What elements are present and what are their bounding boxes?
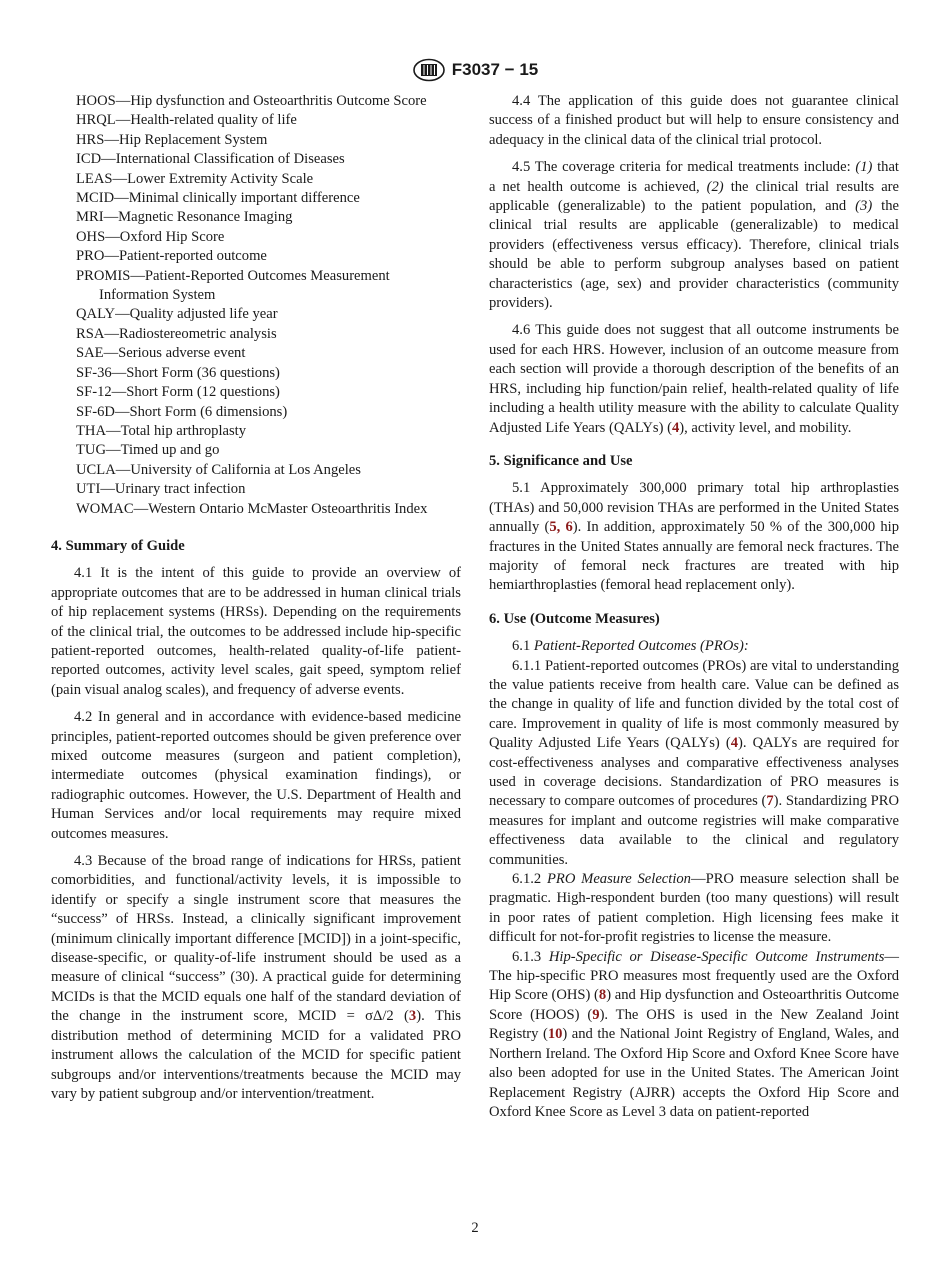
- paragraph-4-3: 4.3 Because of the broad range of indications for HRSs, patient comorbidities, and functional/activity levels, it is impossible to identify or specify a single instrument score that measures the “success” of HRSs. Instead, a clinically significant improvement (minimum clinically important difference [MCID]) in a joint-specific, disease-specific, or quality-of-life instrument should be used as a measure of clinical “success” (30). A practical guide for determining MCIDs is that the MCID equals one half of the standard deviation of the change in the instrument score, MCID = σΔ/2 (3). This distribution method of determining MCID for a validated PRO instrument allows the calculation of the MCID for specific patient subgroups and/or interventions/treatments because the MCID may vary by patient subgroup and/or intervention/treatment.: [51, 853, 461, 1102]
- reference-link[interactable]: 4: [671, 419, 680, 436]
- paragraph-6-1: 6.1 Patient-Reported Outcomes (PROs):: [512, 638, 749, 655]
- reference-link[interactable]: 7: [766, 793, 774, 810]
- abbreviation-item: SAE—Serious adverse event: [76, 345, 246, 362]
- abbreviation-item: UTI—Urinary tract infection: [76, 481, 246, 498]
- reference-link[interactable]: 8: [598, 987, 607, 1004]
- right-column: [489, 92, 899, 1122]
- abbreviation-item: HOOS—Hip dysfunction and Osteoarthritis Outcome Score: [76, 93, 427, 109]
- abbreviation-item: THA—Total hip arthroplasty: [76, 422, 247, 439]
- abbreviation-item: SF-6D—Short Form (6 dimensions): [76, 403, 288, 420]
- paragraph-4-6: 4.6 This guide does not suggest that all outcome instruments be used for each HRS. However, inclusion of an outcome measure from each section will provide a thorough description of the benefits of an HRS, including hip function/pain relief, health-related quality of life including a health utility measure with the ability to calculate Quality Adjusted Life Years (QALYs) (4), activity level, and mobility.: [489, 322, 899, 436]
- abbreviation-item: HRQL—Health-related quality of life: [76, 112, 297, 129]
- abbreviation-item: HRS—Hip Replacement System: [76, 131, 268, 148]
- standard-designation: F3037 − 15: [451, 60, 539, 79]
- paragraph-5-1: 5.1 Approximately 300,000 primary total hip arthroplasties (THAs) and 50,000 revision THAs are performed in the United States annually (5, 6). In addition, approximately 50 % of the 300,000 hip fractures in the United States annually are femoral neck fractures. The majority of femoral neck fractures are treated with hip hemiarthroplasties (femoral head replacement only).: [489, 480, 899, 594]
- abbreviation-item: UCLA—University of California at Los Angeles: [76, 461, 361, 478]
- section-6-heading: 6. Use (Outcome Measures): [489, 610, 660, 627]
- abbreviation-item: SF-12—Short Form (12 questions): [76, 384, 280, 401]
- paragraph-6-1-1: 6.1.1 Patient-reported outcomes (PROs) are vital to understanding the value patients receive from health care. Value can be defined as the change in quality of life and function divided by the total cost of care. Improvement in quality of life is most commonly measured by Quality Adjusted Life Years (QALYs) (4). QALYs are required for cost-effectiveness analyses and comparative effectiveness analyses used in coverage decisions. Standardization of PRO measures is necessary to compare outcomes of procedures (7). Standardizing PRO measures for implant and outcome registries will make comparative effectiveness data available to the clinical and regulatory communities.: [489, 657, 899, 868]
- reference-link[interactable]: 4: [730, 735, 738, 752]
- reference-link[interactable]: 10: [547, 1026, 563, 1043]
- section-4-heading: 4. Summary of Guide: [51, 537, 185, 554]
- paragraph-4-2: 4.2 In general and in accordance with evidence-based medicine principles, patient-reported outcomes should be given preference over mixed outcome measures (surgeon and patient completion), intermediate outcomes (physical examination findings), or radiographic outcomes. However, the U.S. Department of Health and Human Services and/or local requirements may require mixed outcomes measures.: [51, 709, 461, 842]
- paragraph-4-5: 4.5 The coverage criteria for medical treatments include: (1) that a net health outcome is achieved, (2) the clinical trial results are applicable (generalizable) to the patient population, and (3) the clinical trial results are applicable (generalizable) to medical providers (effectiveness versus efficacy). Therefore, clinical trials should be able to perform subgroup analyses based on patient characteristics (age, sex) and provider characteristics (community providers).: [489, 159, 900, 312]
- reference-link[interactable]: 3: [408, 1008, 417, 1025]
- abbreviation-item: TUG—Timed up and go: [76, 442, 220, 459]
- reference-link[interactable]: 5, 6: [549, 519, 573, 536]
- abbreviation-item: OHS—Oxford Hip Score: [76, 228, 225, 245]
- abbreviation-item: MCID—Minimal clinically important difference: [76, 190, 360, 207]
- abbreviation-item: LEAS—Lower Extremity Activity Scale: [76, 170, 314, 187]
- abbreviation-item: QALY—Quality adjusted life year: [76, 306, 278, 323]
- abbreviation-list: [51, 92, 461, 519]
- abbreviation-item: PROMIS—Patient-Reported Outcomes Measurement Information System: [76, 267, 390, 304]
- abbreviation-item: WOMAC—Western Ontario McMaster Osteoarthritis Index: [76, 500, 428, 517]
- abbreviation-item: RSA—Radiostereometric analysis: [76, 325, 277, 342]
- left-column: [51, 92, 461, 1112]
- paragraph-4-4: 4.4 The application of this guide does not guarantee clinical success of a finished product but will help to ensure consistency and adequacy in the clinical data of the clinical trial protocol.: [489, 93, 899, 148]
- paragraph-6-1-2: 6.1.2 PRO Measure Selection—PRO measure selection shall be pragmatic. High-respondent burden (too many questions) will result in poor rates of patient completion. High licensing fees make it difficult for not-for-profit registries to license the measure.: [489, 871, 899, 946]
- paragraph-4-1: 4.1 It is the intent of this guide to provide an overview of appropriate outcomes that are to be addressed in human clinical trials of hip replacement systems (HRSs). Depending on the requirements of the clinical trial, the outcomes to be addressed include hip-specific patient-reported outcomes, health-related quality-of-life patient-reported outcomes, activity level scales, gait speed, symptom relief (pain visual analog scales), and frequency of adverse events.: [51, 565, 461, 698]
- page-number: 2: [471, 1220, 479, 1236]
- abbreviation-item: ICD—International Classification of Diseases: [76, 151, 345, 168]
- abbreviation-item: SF-36—Short Form (36 questions): [76, 364, 280, 381]
- abbreviation-item: PRO—Patient-reported outcome: [76, 248, 267, 265]
- astm-logo-icon: [412, 58, 446, 82]
- abbreviation-item: MRI—Magnetic Resonance Imaging: [76, 209, 293, 226]
- section-5-heading: 5. Significance and Use: [489, 452, 633, 469]
- page-header: [0, 56, 950, 84]
- reference-link[interactable]: 9: [592, 1006, 600, 1023]
- paragraph-6-1-3: 6.1.3 Hip-Specific or Disease-Specific Outcome Instruments—The hip-specific PRO measures most frequently used are the Oxford Hip Score (OHS) (8) and Hip dysfunction and Osteoarthritis Outcome Score (HOOS) (9). The OHS is used in the New Zealand Joint Registry (10) and the National Joint Registry of England, Wales, and Northern Ireland. The Oxford Hip Score and Oxford Knee Score have also been adopted for use in the United States. The American Joint Replacement Registry (AJRR) accepts the Oxford Hip Score and Oxford Knee Score as Level 3 data on patient-reported: [489, 948, 900, 1120]
